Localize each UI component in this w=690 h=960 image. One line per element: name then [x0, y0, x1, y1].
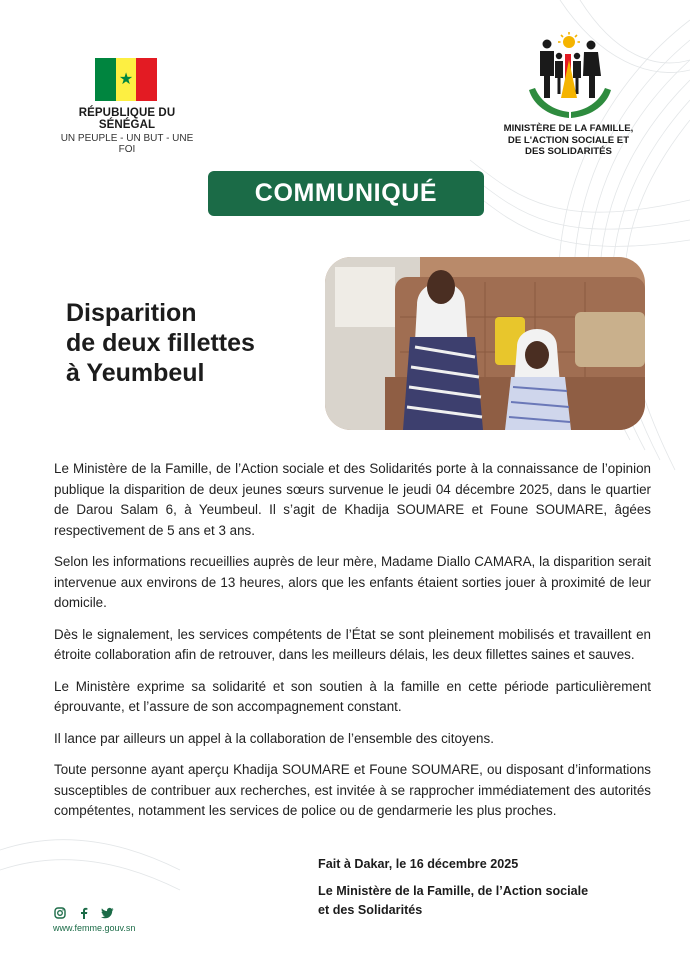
- flag-star-icon: ★: [118, 70, 134, 88]
- website-link[interactable]: www.femme.gouv.sn: [53, 923, 136, 933]
- body-paragraph: Le Ministère de la Famille, de l’Action sociale et des Solidarités porte à la connaissance de l’opinion publique la disparition de deux jeunes sœurs survenue le jeudi 04 décembre 2025, dans le quartier de Darou Salam 6, à Yeumbeul. Il s’agit de Khadija SOUMARE et Foune SOUMARE, âgées respectivement de 5 ans et 3 ans.: [54, 461, 651, 538]
- ministry-name-line: MINISTÈRE DE LA FAMILLE,: [503, 123, 634, 134]
- title-line: Disparition: [66, 299, 197, 327]
- national-motto: UN PEUPLE - UN BUT - UNE FOI: [60, 133, 194, 155]
- facebook-icon[interactable]: [77, 906, 90, 919]
- title-line: de deux fillettes: [66, 329, 255, 357]
- ministry-name: [486, 123, 651, 158]
- senegal-flag: [95, 58, 157, 101]
- ministry-logo: [525, 32, 615, 124]
- signature-block: [318, 857, 648, 920]
- ministry-name-line: DE L'ACTION SOCIALE ET: [507, 134, 630, 146]
- signature-line: et des Solidarités: [318, 903, 423, 917]
- body-paragraph: Le Ministère exprime sa solidarité et son soutien à la famille en cette période particulièrement éprouvante, et l’assure de son accompagnement constant.: [54, 678, 651, 714]
- sun-icon: [558, 32, 580, 48]
- communique-badge: [208, 171, 484, 216]
- instagram-icon[interactable]: [53, 906, 66, 919]
- communique-label: COMMUNIQUÉ: [254, 179, 438, 207]
- twitter-icon[interactable]: [101, 906, 114, 919]
- body-paragraph: Toute personne ayant aperçu Khadija SOUMARE et Foune SOUMARE, ou disposant d’informations susceptibles de contribuer aux recherches, est invitée à se rapprocher immédiatement des autorités compétentes, notamment les services de police ou de gendarmerie les plus proches.: [54, 762, 651, 818]
- body-paragraph: Selon les informations recueillies auprès de leur mère, Madame Diallo CAMARA, la disparition serait intervenue aux environs de 13 heures, alors que les enfants étaient sorties jouer à proximité de leur domicile.: [54, 554, 651, 610]
- communique-body: [54, 459, 651, 833]
- body-paragraph: Il lance par ailleurs un appel à la collaboration de l’ensemble des citoyens.: [54, 730, 494, 746]
- social-links: [53, 906, 114, 919]
- missing-girls-photo: [325, 257, 645, 430]
- title-line: à Yeumbeul: [66, 359, 205, 387]
- republic-block: [52, 107, 202, 155]
- body-paragraph: Dès le signalement, les services compétents de l’État se sont pleinement mobilisés et travaillent en étroite collaboration afin de retrouver, dans les meilleurs délais, les deux fillettes saines et sauves.: [54, 626, 651, 662]
- signature-date: Fait à Dakar, le 16 décembre 2025: [318, 857, 519, 871]
- republic-name: RÉPUBLIQUE DU SÉNÉGAL: [78, 107, 176, 131]
- signature-line: Le Ministère de la Famille, de l’Action sociale: [318, 884, 589, 898]
- ministry-name-line: DES SOLIDARITÉS: [525, 146, 612, 157]
- page-title: [66, 298, 255, 388]
